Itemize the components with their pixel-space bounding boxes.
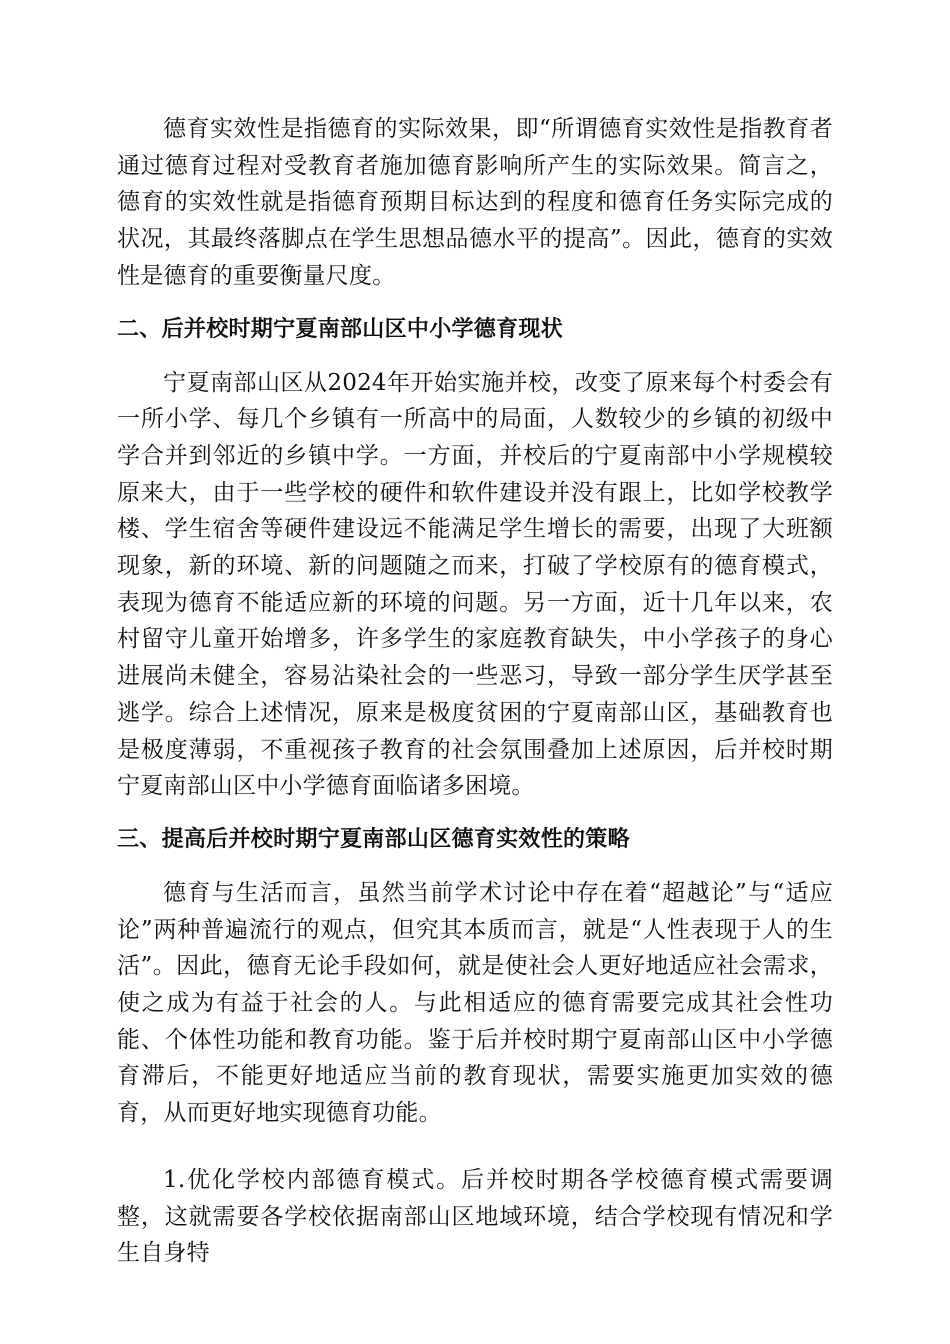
document-page — [117, 111, 833, 1272]
body-paragraph: 1.优化学校内部德育模式。后并校时期各学校德育模式需要调整，这就需要各学校依据南部山区地域环境，结合学校现有情况和学生自身特 — [117, 1166, 833, 1267]
section-heading: 二、后并校时期宁夏南部山区中小学德育现状 — [117, 316, 564, 342]
body-paragraph: 宁夏南部山区从2024年开始实施并校，改变了原来每个村委会有一所小学、每几个乡镇有一所高中的局面，人数较少的乡镇的初级中学合并到邻近的乡镇中学。一方面，并校后的宁夏南部中小学规模较原来大，由于一些学校的硬件和软件建设并没有跟上，比如学校教学楼、学生宿舍等硬件建设远不能满足学生增长的需要，出现了大班额现象，新的环境、新的问题随之而来，打破了学校原有的德育模式，表现为德育不能适应新的环境的问题。另一方面，近十几年以来，农村留守儿童开始增多，许多学生的家庭教育缺失，中小学孩子的身心进展尚未健全，容易沾染社会的一些恶习，导致一部分学生厌学甚至逃学。综合上述情况，原来是极度贫困的宁夏南部山区，基础教育也是极度薄弱，不重视孩子教育的社会氛围叠加上述原因，后并校时期宁夏南部山区中小学德育面临诸多困境。 — [117, 369, 833, 800]
section-heading: 三、提高后并校时期宁夏南部山区德育实效性的策略 — [117, 826, 630, 852]
body-paragraph: 德育实效性是指德育的实际效果，即“所谓德育实效性是指教育者通过德育过程对受教育者施加德育影响所产生的实际效果。简言之，德育的实效性就是指德育预期目标达到的程度和德育任务实际完成的状况，其最终落脚点在学生思想品德水平的提高”。因此，德育的实效性是德育的重要衡量尺度。 — [117, 116, 833, 289]
body-paragraph: 德育与生活而言，虽然当前学术讨论中存在着“超越论”与“适应论”两种普遍流行的观点，但究其本质而言，就是“人性表现于人的生活”。因此，德育无论手段如何，就是使社会人更好地适应社会需求，使之成为有益于社会的人。与此相适应的德育需要完成其社会性功能、个体性功能和教育功能。鉴于后并校时期宁夏南部山区中小学德育滞后，不能更好地适应当前的教育现状，需要实施更加实效的德育，从而更好地实现德育功能。 — [117, 879, 833, 1127]
